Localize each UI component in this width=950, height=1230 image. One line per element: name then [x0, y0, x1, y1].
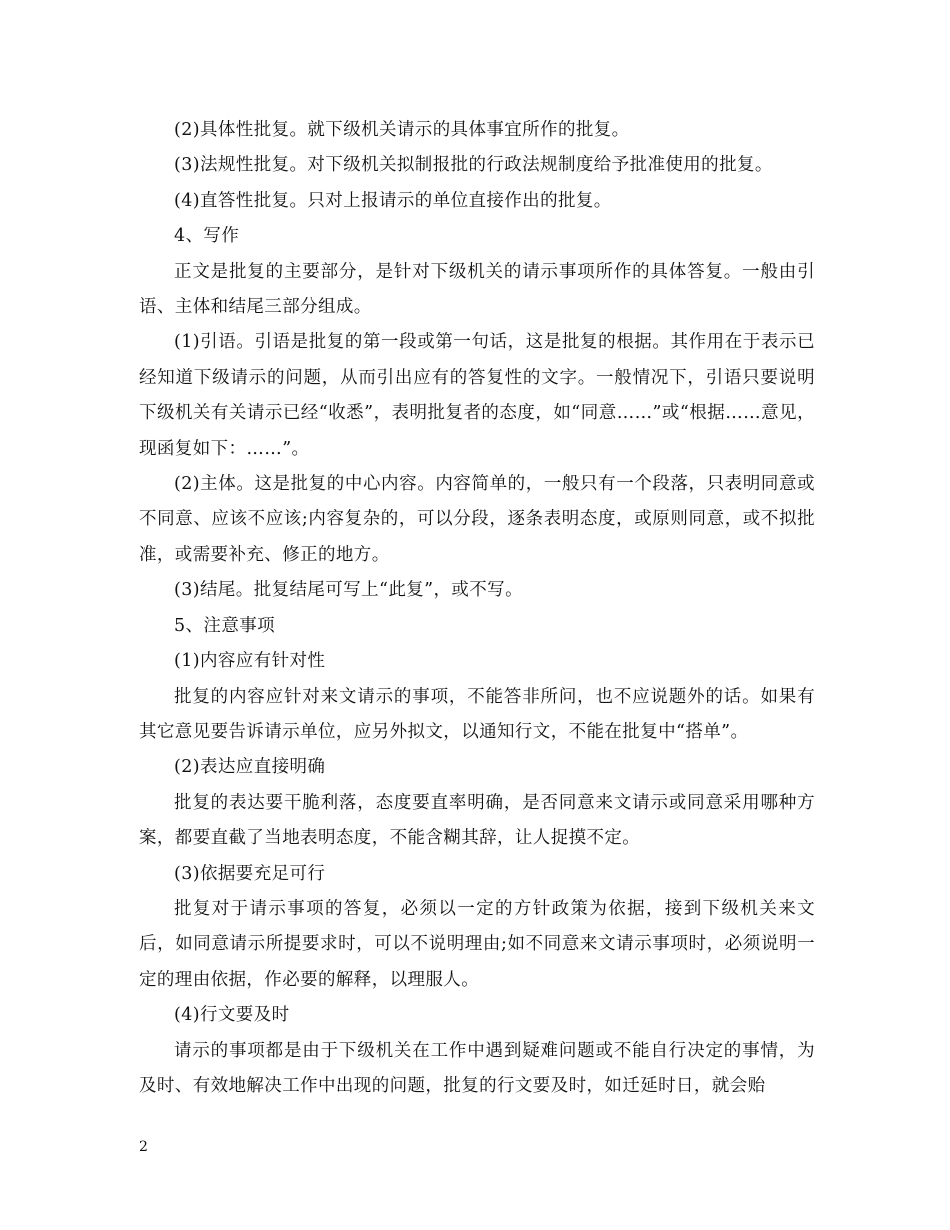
- section-heading-writing: 4、写作: [174, 226, 240, 247]
- paragraph-body-intro: 正文是批复的主要部分，是针对下级机关的请示事项所作的具体答复。一般由引语、主体和结尾三部分组成。: [139, 261, 815, 318]
- paragraph-regulatory-reply: (3)法规性批复。对下级机关拟制报批的行政法规制度给予批准使用的批复。: [174, 155, 773, 176]
- paragraph-direct-reply: (4)直答性批复。只对上报请示的单位直接作出的批复。: [174, 190, 612, 211]
- paragraph-ending: (3)结尾。批复结尾可写上“此复”，或不写。: [174, 580, 523, 601]
- subheading-targeted-content: (1)内容应有针对性: [174, 651, 326, 672]
- page-number: 2: [139, 1139, 148, 1155]
- subheading-sufficient-basis: (3)依据要充足可行: [174, 863, 326, 884]
- paragraph-lead-in: (1)引语。引语是批复的第一段或第一句话，这是批复的根据。其作用在于表示已经知道下级请示的问题，从而引出应有的答复性的文字。一般情况下，引语只要说明下级机关有关请示已经“收悉”，表明批复者的态度，如“同意……”或“根据……意见，现函复如下：……”。: [139, 332, 815, 459]
- section-heading-notes: 5、注意事项: [174, 615, 276, 636]
- subheading-timely-reply: (4)行文要及时: [174, 1005, 290, 1026]
- paragraph-direct-expression: 批复的表达要干脆利落，态度要直率明确，是否同意来文请示或同意采用哪种方案，都要直截了当地表明态度，不能含糊其辞，让人捉摸不定。: [139, 792, 815, 849]
- paragraph-sufficient-basis: 批复对于请示事项的答复，必须以一定的方针政策为依据，接到下级机关来文后，如同意请示所提要求时，可以不说明理由;如不同意来文请示事项时，必须说明一定的理由依据，作必要的解释，以理服人。: [139, 898, 815, 990]
- subheading-direct-expression: (2)表达应直接明确: [174, 757, 326, 778]
- paragraph-specific-reply: (2)具体性批复。就下级机关请示的具体事宜所作的批复。: [174, 120, 630, 140]
- body-text: [139, 113, 815, 1104]
- paragraph-timely-reply: 请示的事项都是由于下级机关在工作中遇到疑难问题或不能自行决定的事情，为及时、有效地解决工作中出现的问题，批复的行文要及时，如迁延时日，就会贻: [139, 1040, 815, 1096]
- paragraph-targeted-content: 批复的内容应针对来文请示的事项，不能答非所问，也不应说题外的话。如果有其它意见要告诉请示单位，应另外拟文，以通知行文，不能在批复中“搭单”。: [139, 686, 815, 742]
- paragraph-main-body: (2)主体。这是批复的中心内容。内容简单的，一般只有一个段落，只表明同意或不同意、应该不应该;内容复杂的，可以分段，逐条表明态度，或原则同意，或不拟批准，或需要补充、修正的地方。: [139, 474, 815, 565]
